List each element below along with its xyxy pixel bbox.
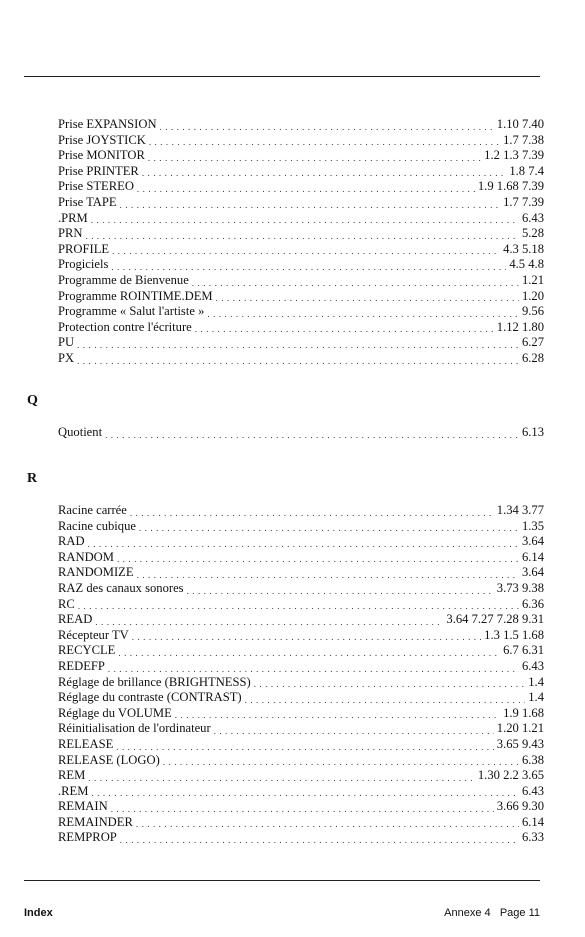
dot-leader [95,616,443,628]
index-entry [58,799,544,815]
index-entry [58,581,544,597]
index-term: Programme « Salut l'artiste » [58,304,205,319]
index-entry [58,565,544,581]
index-page-refs: 6.7 6.31 [503,643,544,658]
index-term: .PRM [58,210,88,225]
index-entry [58,534,544,550]
index-term: RELEASE (LOGO) [58,752,160,767]
index-page-refs: 1.9 1.68 7.39 [477,179,544,194]
index-page-refs: 3.64 [521,534,544,549]
dot-leader [142,167,507,179]
footer-index-label: Index [24,907,53,919]
index-page-refs: 1.9 1.68 [503,705,544,720]
index-section-p [58,117,544,367]
index-entry [58,351,544,367]
index-term: Réglage du VOLUME [58,705,172,720]
index-page-refs: 3.65 9.43 [496,736,544,751]
index-term: Programme de Bienvenue [58,272,189,287]
index-term: Récepteur TV [58,627,129,642]
index-entry [58,659,544,675]
index-page-refs: 3.64 [521,565,544,580]
index-page-refs: 1.20 1.21 [496,721,544,736]
index-term: PROFILE [58,241,110,256]
dot-leader [108,663,519,675]
index-entry [58,117,544,133]
index-page-refs: 1.8 7.4 [509,163,544,178]
index-entry [58,706,544,722]
index-page-refs: 6.14 [521,549,544,564]
index-entry [58,148,544,164]
index-term: PU [58,335,75,350]
index-term: RANDOMIZE [58,565,134,580]
top-rule [24,76,540,77]
index-page-refs: 1.2 1.3 7.39 [484,148,544,163]
dot-leader [207,308,519,320]
index-page-refs: 1.4 [528,690,544,705]
bottom-rule [24,880,540,881]
dot-leader [86,230,519,242]
index-page-refs: 1.21 [521,272,544,287]
dot-leader [214,725,494,737]
index-page-refs: 4.3 5.18 [503,241,544,256]
index-entry [58,179,544,195]
index-term: Prise EXPANSION [58,117,157,131]
index-page-refs: 3.64 7.27 7.28 9.31 [446,612,544,627]
index-term: RANDOM [58,549,114,564]
index-page-refs: 3.73 9.38 [496,580,544,595]
index-page-refs: 9.56 [521,304,544,319]
index-entry [58,784,544,800]
footer-page-number: Annexe 4 Page 11 [444,907,540,919]
dot-leader [77,339,519,351]
index-term: REMAIN [58,799,108,814]
index-term: Progiciels [58,257,109,272]
index-term: Protection contre l'écriture [58,319,192,334]
index-page-refs: 1.30 2.2 3.65 [477,768,544,783]
index-term: RC [58,596,75,611]
dot-leader [117,553,519,565]
index-entry [58,737,544,753]
index-page-refs: 4.5 4.8 [509,257,544,272]
index-term: Programme ROINTIME.DEM [58,288,213,303]
dot-leader [175,709,500,721]
index-term: Prise STEREO [58,179,134,194]
index-entry [58,164,544,180]
index-page-refs: 6.33 [521,830,544,845]
dot-leader [160,121,494,133]
index-entry [58,519,544,535]
index-entry [58,503,544,519]
dot-leader [111,803,494,815]
index-term: Racine cubique [58,518,136,533]
index-entry [58,643,544,659]
dot-leader [254,678,526,690]
index-entry [58,320,544,336]
index-entry [58,675,544,691]
dot-leader [91,787,519,799]
index-term: RAZ des canaux sonores [58,580,184,595]
index-entry [58,550,544,566]
index-entry [58,273,544,289]
index-term: RECYCLE [58,643,116,658]
index-entry [58,289,544,305]
index-entry [58,768,544,784]
index-term: .REM [58,783,89,798]
index-term: RAD [58,534,85,549]
index-page-refs: 6.43 [521,783,544,798]
index-page-refs: 1.10 7.40 [496,117,544,131]
index-entry [58,628,544,644]
dot-leader [136,818,519,830]
index-page-refs: 1.7 7.39 [503,194,544,209]
index-entry [58,815,544,831]
index-page-refs: 6.13 [521,425,544,439]
index-term: REM [58,768,86,783]
dot-leader [137,183,475,195]
dot-leader [187,585,494,597]
index-entry [58,830,544,846]
index-page-refs: 6.43 [521,658,544,673]
index-term: Prise MONITOR [58,148,145,163]
dot-leader [112,245,500,257]
dot-leader [163,756,519,768]
index-page-refs: 6.38 [521,752,544,767]
index-entry [58,226,544,242]
index-term: RELEASE [58,736,114,751]
index-term: REMAINDER [58,814,133,829]
index-entry [58,690,544,706]
dot-leader [120,199,500,211]
dot-leader [88,772,475,784]
index-entry [58,753,544,769]
index-page-refs: 1.7 7.38 [503,132,544,147]
index-entry [58,721,544,737]
index-term: Réinitialisation de l'ordinateur [58,721,211,736]
dot-leader [120,834,519,846]
dot-leader [139,522,519,534]
index-page-refs: 6.36 [521,596,544,611]
index-page-refs: 1.34 3.77 [496,503,544,517]
dot-leader [216,292,519,304]
index-entry [58,612,544,628]
index-entry [58,304,544,320]
index-page-refs: 1.12 1.80 [496,319,544,334]
index-page-refs: 6.28 [521,350,544,365]
index-term: PRN [58,226,83,241]
dot-leader [77,355,519,367]
index-term: Quotient [58,425,103,439]
index-term: Réglage de brillance (BRIGHTNESS) [58,674,251,689]
dot-leader [132,631,481,643]
dot-leader [105,429,519,441]
index-page-refs: 6.27 [521,335,544,350]
index-entry [58,195,544,211]
dot-leader [192,277,519,289]
index-term: REDEFP [58,658,105,673]
index-term: READ [58,612,93,627]
index-term: Prise TAPE [58,194,117,209]
index-page-refs: 1.35 [521,518,544,533]
section-letter-q: Q [27,393,38,408]
index-term: REMPROP [58,830,117,845]
index-page-refs: 6.43 [521,210,544,225]
index-term: Prise PRINTER [58,163,139,178]
index-term: Réglage du contraste (CONTRAST) [58,690,242,705]
index-term: PX [58,350,75,365]
index-term: Prise JOYSTICK [58,132,146,147]
section-letter-r: R [27,471,38,486]
dot-leader [118,647,500,659]
dot-leader [116,741,493,753]
index-entry [58,133,544,149]
index-page-refs: 1.20 [521,288,544,303]
index-entry [58,257,544,273]
index-page-refs: 1.3 1.5 1.68 [484,627,544,642]
dot-leader [130,507,494,519]
index-section-r [58,503,544,846]
index-page-refs: 6.14 [521,814,544,829]
dot-leader [195,323,494,335]
index-page-refs: 5.28 [521,226,544,241]
dot-leader [91,214,519,226]
index-entry [58,211,544,227]
index-section-q [58,425,544,441]
dot-leader [137,569,519,581]
index-page-refs: 3.66 9.30 [496,799,544,814]
index-entry [58,242,544,258]
dot-leader [149,136,500,148]
dot-leader [148,152,481,164]
dot-leader [111,261,506,273]
index-entry [58,425,544,441]
dot-leader [88,538,519,550]
index-entry [58,597,544,613]
dot-leader [78,600,519,612]
index-entry [58,335,544,351]
index-page-refs: 1.4 [528,674,544,689]
index-term: Racine carrée [58,503,127,517]
dot-leader [245,694,526,706]
